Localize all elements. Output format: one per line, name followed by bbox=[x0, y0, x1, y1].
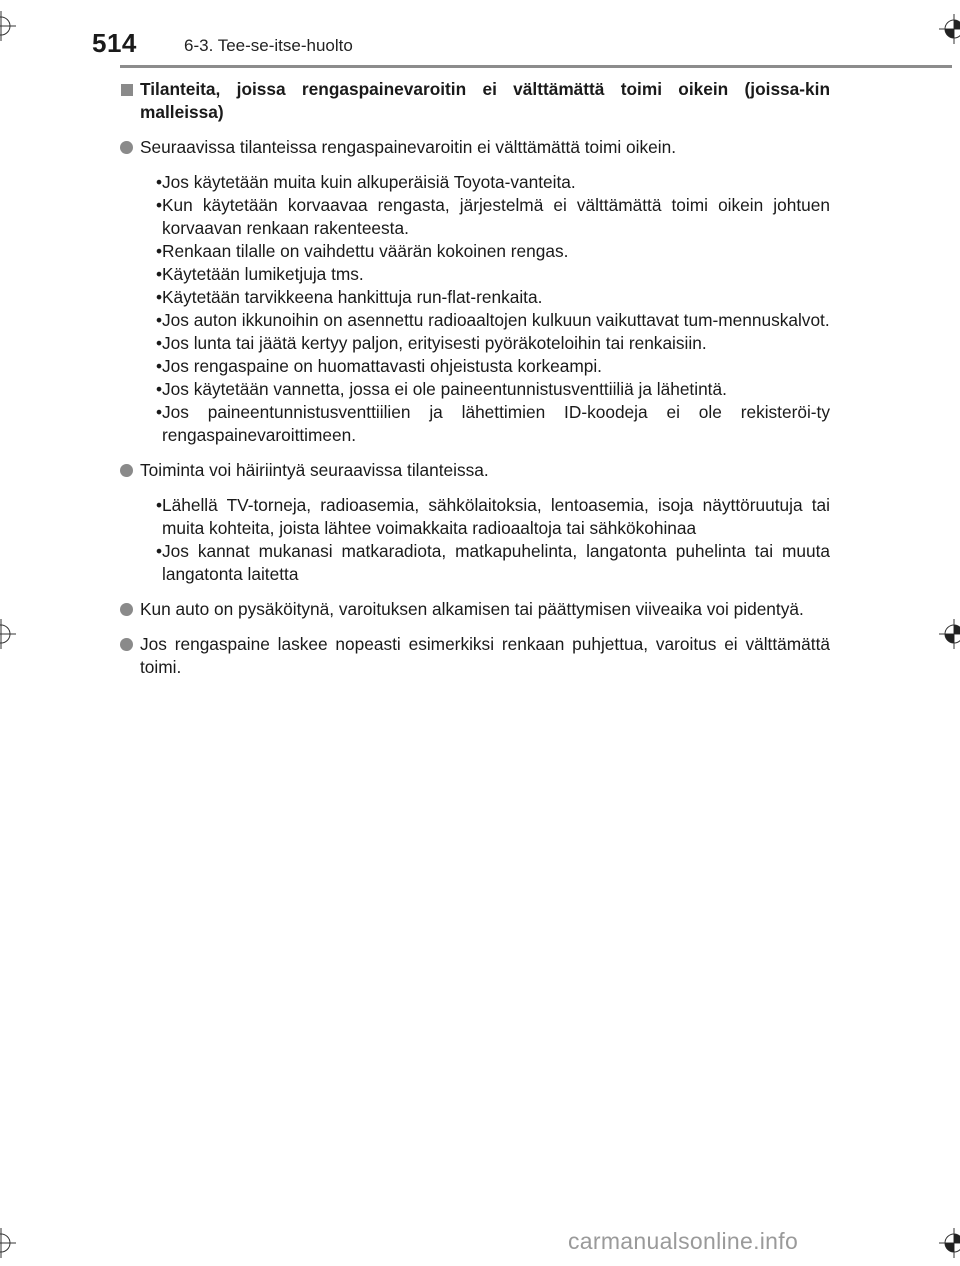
bullet-item bbox=[120, 540, 830, 586]
bullet-item bbox=[120, 263, 830, 286]
bullet-item bbox=[120, 378, 830, 401]
bullet-text: Jos käytetään vannetta, jossa ei ole paineentunnistusventtiiliä ja lähetintä. bbox=[162, 379, 727, 399]
list-item-text: Seuraavissa tilanteissa rengaspainevaroitin ei välttämättä toimi oikein. bbox=[140, 137, 676, 157]
circle-bullet-icon bbox=[120, 638, 133, 651]
list-item-text: Kun auto on pysäköitynä, varoituksen alkamisen tai päättymisen viiveaika voi pidentyä. bbox=[140, 599, 804, 619]
bullet-dot-icon: • bbox=[156, 402, 163, 422]
registration-mark-mid-left bbox=[0, 619, 16, 649]
circle-list-item bbox=[120, 136, 830, 159]
bullet-item bbox=[120, 401, 830, 447]
bullet-dot-icon: • bbox=[156, 264, 163, 284]
bullet-text: Jos paineentunnistusventtiilien ja lähettimien ID-koodeja ei ole rekisteröi-ty rengaspainevaroittimeen. bbox=[162, 402, 830, 445]
section-heading bbox=[120, 78, 830, 124]
bullet-list bbox=[120, 494, 830, 586]
bullet-text: Lähellä TV-torneja, radioasemia, sähkölaitoksia, lentoasemia, isoja näyttöruutuja tai muita kohteita, joista lähtee voimakkaita radioaaltoja tai sähkökohinaa bbox=[162, 495, 830, 538]
bullet-text: Jos lunta tai jäätä kertyy paljon, erityisesti pyöräkoteloihin tai renkaisiin. bbox=[162, 333, 707, 353]
bullet-dot-icon: • bbox=[156, 310, 163, 330]
bullet-text: Jos rengaspaine on huomattavasti ohjeistusta korkeampi. bbox=[162, 356, 602, 376]
circle-list-item bbox=[120, 633, 830, 679]
bullet-dot-icon: • bbox=[156, 379, 163, 399]
registration-mark-mid-right bbox=[939, 619, 960, 649]
bullet-dot-icon: • bbox=[156, 195, 163, 215]
registration-mark-bottom-right bbox=[939, 1228, 960, 1258]
bullet-item bbox=[120, 309, 830, 332]
bullet-item bbox=[120, 240, 830, 263]
bullet-text: Jos kannat mukanasi matkaradiota, matkapuhelinta, langatonta puhelinta tai muuta langatonta laitetta bbox=[162, 541, 830, 584]
bullet-dot-icon: • bbox=[156, 287, 163, 307]
bullet-dot-icon: • bbox=[156, 333, 163, 353]
bullet-dot-icon: • bbox=[156, 356, 163, 376]
bullet-text: Käytetään tarvikkeena hankittuja run-flat-renkaita. bbox=[162, 287, 543, 307]
square-bullet-icon bbox=[121, 84, 133, 96]
section-heading-text: Tilanteita, joissa rengaspainevaroitin ei välttämättä toimi oikein (joissa-kin malleissa) bbox=[140, 79, 830, 122]
page-number: 514 bbox=[92, 28, 137, 58]
bullet-text: Kun käytetään korvaavaa rengasta, järjestelmä ei välttämättä toimi oikein johtuen korvaavan renkaan rakenteesta. bbox=[162, 195, 830, 238]
circle-list-item bbox=[120, 459, 830, 482]
bullet-dot-icon: • bbox=[156, 172, 163, 192]
bullet-text: Jos auton ikkunoihin on asennettu radioaaltojen kulkuun vaikuttavat tum-mennuskalvot. bbox=[162, 310, 830, 330]
bullet-dot-icon: • bbox=[156, 541, 163, 561]
circle-bullet-icon bbox=[120, 464, 133, 477]
circle-bullet-icon bbox=[120, 141, 133, 154]
bullet-list bbox=[120, 171, 830, 447]
bullet-item bbox=[120, 332, 830, 355]
bullet-dot-icon: • bbox=[156, 495, 163, 515]
bullet-item bbox=[120, 194, 830, 240]
circle-list-item bbox=[120, 598, 830, 621]
bullet-text: Renkaan tilalle on vaihdettu väärän kokoinen rengas. bbox=[162, 241, 569, 261]
bullet-item bbox=[120, 171, 830, 194]
bullet-item bbox=[120, 286, 830, 309]
registration-mark-bottom-left bbox=[0, 1228, 16, 1258]
page-content bbox=[120, 78, 830, 679]
registration-mark-top-left bbox=[0, 11, 16, 41]
header-divider bbox=[120, 65, 952, 68]
chapter-title: 6-3. Tee-se-itse-huolto bbox=[184, 36, 353, 55]
registration-mark-top-right bbox=[939, 14, 960, 44]
bullet-text: Jos käytetään muita kuin alkuperäisiä Toyota-vanteita. bbox=[162, 172, 576, 192]
list-item-text: Toiminta voi häiriintyä seuraavissa tilanteissa. bbox=[140, 460, 489, 480]
circle-bullet-icon bbox=[120, 603, 133, 616]
list-item-text: Jos rengaspaine laskee nopeasti esimerkiksi renkaan puhjettua, varoitus ei välttämättä toimi. bbox=[140, 634, 830, 677]
bullet-item bbox=[120, 355, 830, 378]
bullet-dot-icon: • bbox=[156, 241, 163, 261]
watermark: carmanualsonline.info bbox=[568, 1228, 799, 1254]
bullet-item bbox=[120, 494, 830, 540]
bullet-text: Käytetään lumiketjuja tms. bbox=[162, 264, 364, 284]
